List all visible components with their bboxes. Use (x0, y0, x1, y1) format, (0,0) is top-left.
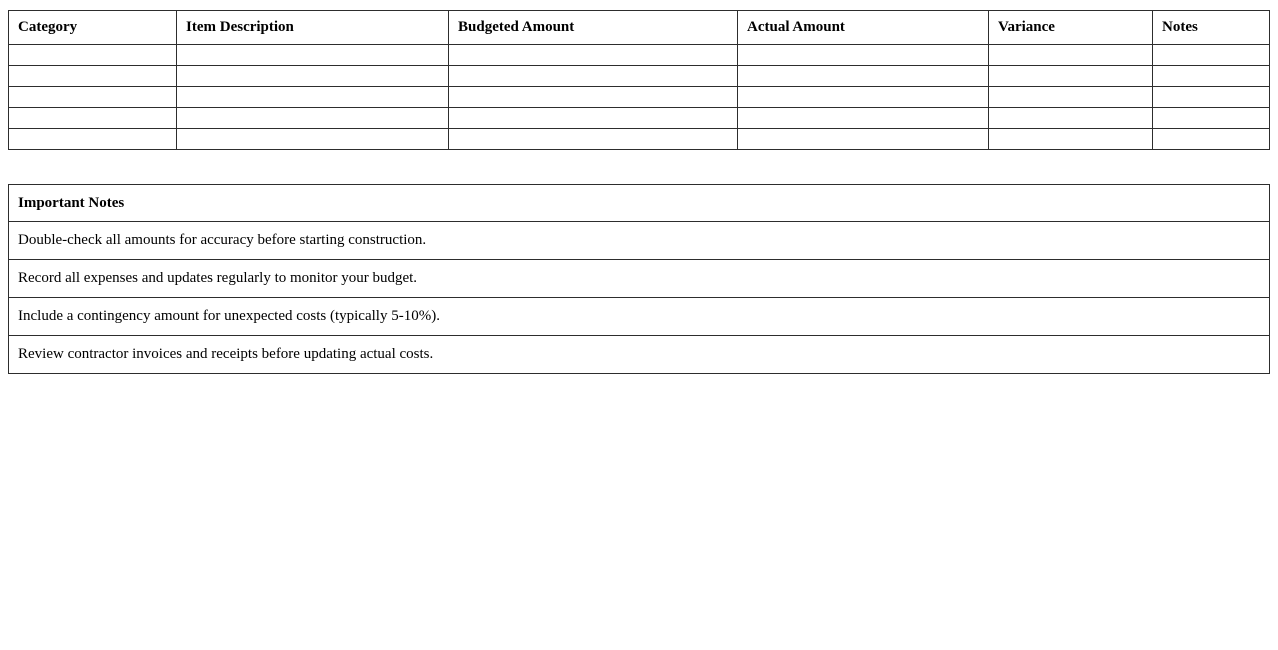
budget-header-item-description: Item Description (177, 11, 449, 45)
budget-cell-variance[interactable] (989, 66, 1153, 87)
budget-cell-budgeted-amount[interactable] (449, 108, 738, 129)
budget-cell-notes[interactable] (1153, 129, 1270, 150)
budget-table-header-row (9, 11, 1270, 45)
budget-header-variance: Variance (989, 11, 1153, 45)
note-row-2 (9, 260, 1270, 298)
budget-cell-notes[interactable] (1153, 87, 1270, 108)
budget-cell-item-description[interactable] (177, 45, 449, 66)
budget-cell-notes[interactable] (1153, 66, 1270, 87)
budget-cell-actual-amount[interactable] (738, 129, 989, 150)
budget-cell-notes[interactable] (1153, 45, 1270, 66)
budget-cell-item-description[interactable] (177, 129, 449, 150)
note-row-3 (9, 298, 1270, 336)
budget-cell-category[interactable] (9, 45, 177, 66)
note-text: Record all expenses and updates regularly to monitor your budget. (9, 260, 1270, 298)
budget-cell-actual-amount[interactable] (738, 87, 989, 108)
budget-cell-notes[interactable] (1153, 108, 1270, 129)
budget-cell-variance[interactable] (989, 129, 1153, 150)
budget-cell-budgeted-amount[interactable] (449, 45, 738, 66)
budget-cell-category[interactable] (9, 108, 177, 129)
budget-cell-category[interactable] (9, 66, 177, 87)
important-notes-table (8, 184, 1270, 374)
budget-cell-budgeted-amount[interactable] (449, 87, 738, 108)
budget-cell-item-description[interactable] (177, 87, 449, 108)
note-text: Review contractor invoices and receipts before updating actual costs. (9, 336, 1270, 374)
budget-header-budgeted-amount: Budgeted Amount (449, 11, 738, 45)
budget-table (8, 10, 1270, 150)
budget-row-1 (9, 45, 1270, 66)
budget-cell-variance[interactable] (989, 108, 1153, 129)
important-notes-header-row (9, 185, 1270, 222)
budget-cell-budgeted-amount[interactable] (449, 129, 738, 150)
note-row-4 (9, 336, 1270, 374)
budget-cell-item-description[interactable] (177, 108, 449, 129)
budget-cell-actual-amount[interactable] (738, 45, 989, 66)
budget-row-5 (9, 129, 1270, 150)
budget-header-notes: Notes (1153, 11, 1270, 45)
budget-row-3 (9, 87, 1270, 108)
note-text: Double-check all amounts for accuracy before starting construction. (9, 222, 1270, 260)
budget-cell-actual-amount[interactable] (738, 108, 989, 129)
note-row-1 (9, 222, 1270, 260)
budget-cell-item-description[interactable] (177, 66, 449, 87)
note-text: Include a contingency amount for unexpected costs (typically 5-10%). (9, 298, 1270, 336)
budget-cell-variance[interactable] (989, 45, 1153, 66)
budget-cell-category[interactable] (9, 129, 177, 150)
budget-cell-category[interactable] (9, 87, 177, 108)
budget-header-category: Category (9, 11, 177, 45)
budget-cell-budgeted-amount[interactable] (449, 66, 738, 87)
budget-header-actual-amount: Actual Amount (738, 11, 989, 45)
important-notes-header: Important Notes (9, 185, 1270, 222)
budget-cell-actual-amount[interactable] (738, 66, 989, 87)
budget-row-2 (9, 66, 1270, 87)
budget-cell-variance[interactable] (989, 87, 1153, 108)
budget-row-4 (9, 108, 1270, 129)
